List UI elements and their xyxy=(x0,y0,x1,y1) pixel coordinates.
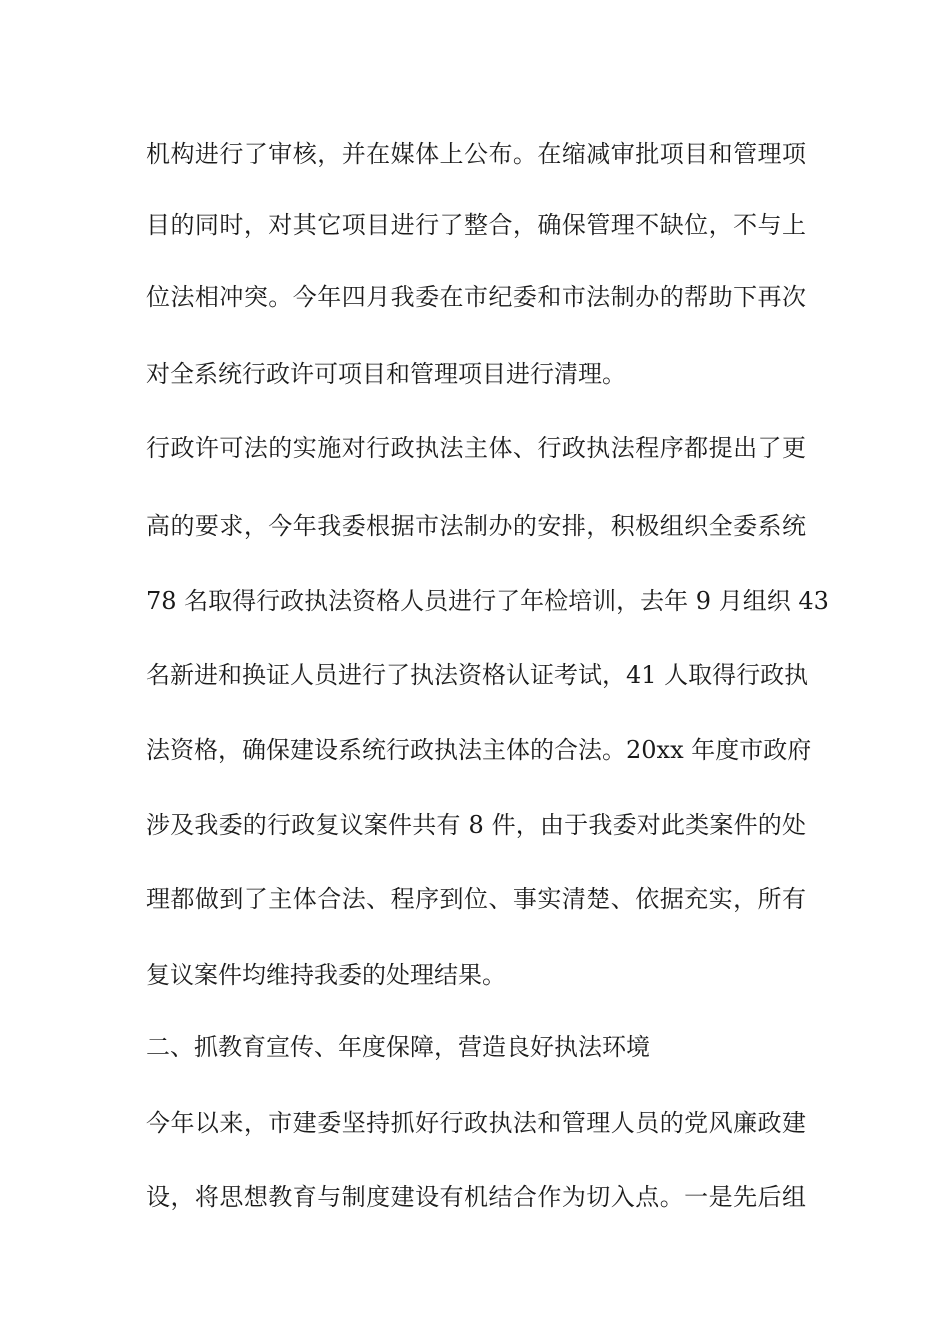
text-line: 目的同时，对其它项目进行了整合，确保管理不缺位，不与上 xyxy=(146,211,806,239)
text-line: 今年以来，市建委坚持抓好行政执法和管理人员的党风廉政建 xyxy=(146,1109,806,1137)
text-line: 位法相冲突。今年四月我委在市纪委和市法制办的帮助下再次 xyxy=(146,283,806,311)
text-line: 机构进行了审核，并在媒体上公布。在缩减审批项目和管理项 xyxy=(146,140,806,168)
text-line: 78 名取得行政执法资格人员进行了年检培训，去年 9 月组织 43 xyxy=(146,587,829,615)
text-line: 名新进和换证人员进行了执法资格认证考试，41 人取得行政执 xyxy=(146,661,809,689)
text-line: 理都做到了主体合法、程序到位、事实清楚、依据充实，所有 xyxy=(146,885,806,913)
text-line: 涉及我委的行政复议案件共有 8 件，由于我委对此类案件的处 xyxy=(146,811,806,839)
text-line: 对全系统行政许可项目和管理项目进行清理。 xyxy=(146,360,626,388)
text-line: 高的要求，今年我委根据市法制办的安排，积极组织全委系统 xyxy=(146,512,806,540)
text-line: 法资格，确保建设系统行政执法主体的合法。20xx 年度市政府 xyxy=(146,736,812,764)
text-line: 复议案件均维持我委的处理结果。 xyxy=(146,961,506,989)
text-line: 设，将思想教育与制度建设有机结合作为切入点。一是先后组 xyxy=(146,1183,806,1211)
text-line: 行政许可法的实施对行政执法主体、行政执法程序都提出了更 xyxy=(146,434,806,462)
section-heading: 二、抓教育宣传、年度保障，营造良好执法环境 xyxy=(146,1033,650,1061)
